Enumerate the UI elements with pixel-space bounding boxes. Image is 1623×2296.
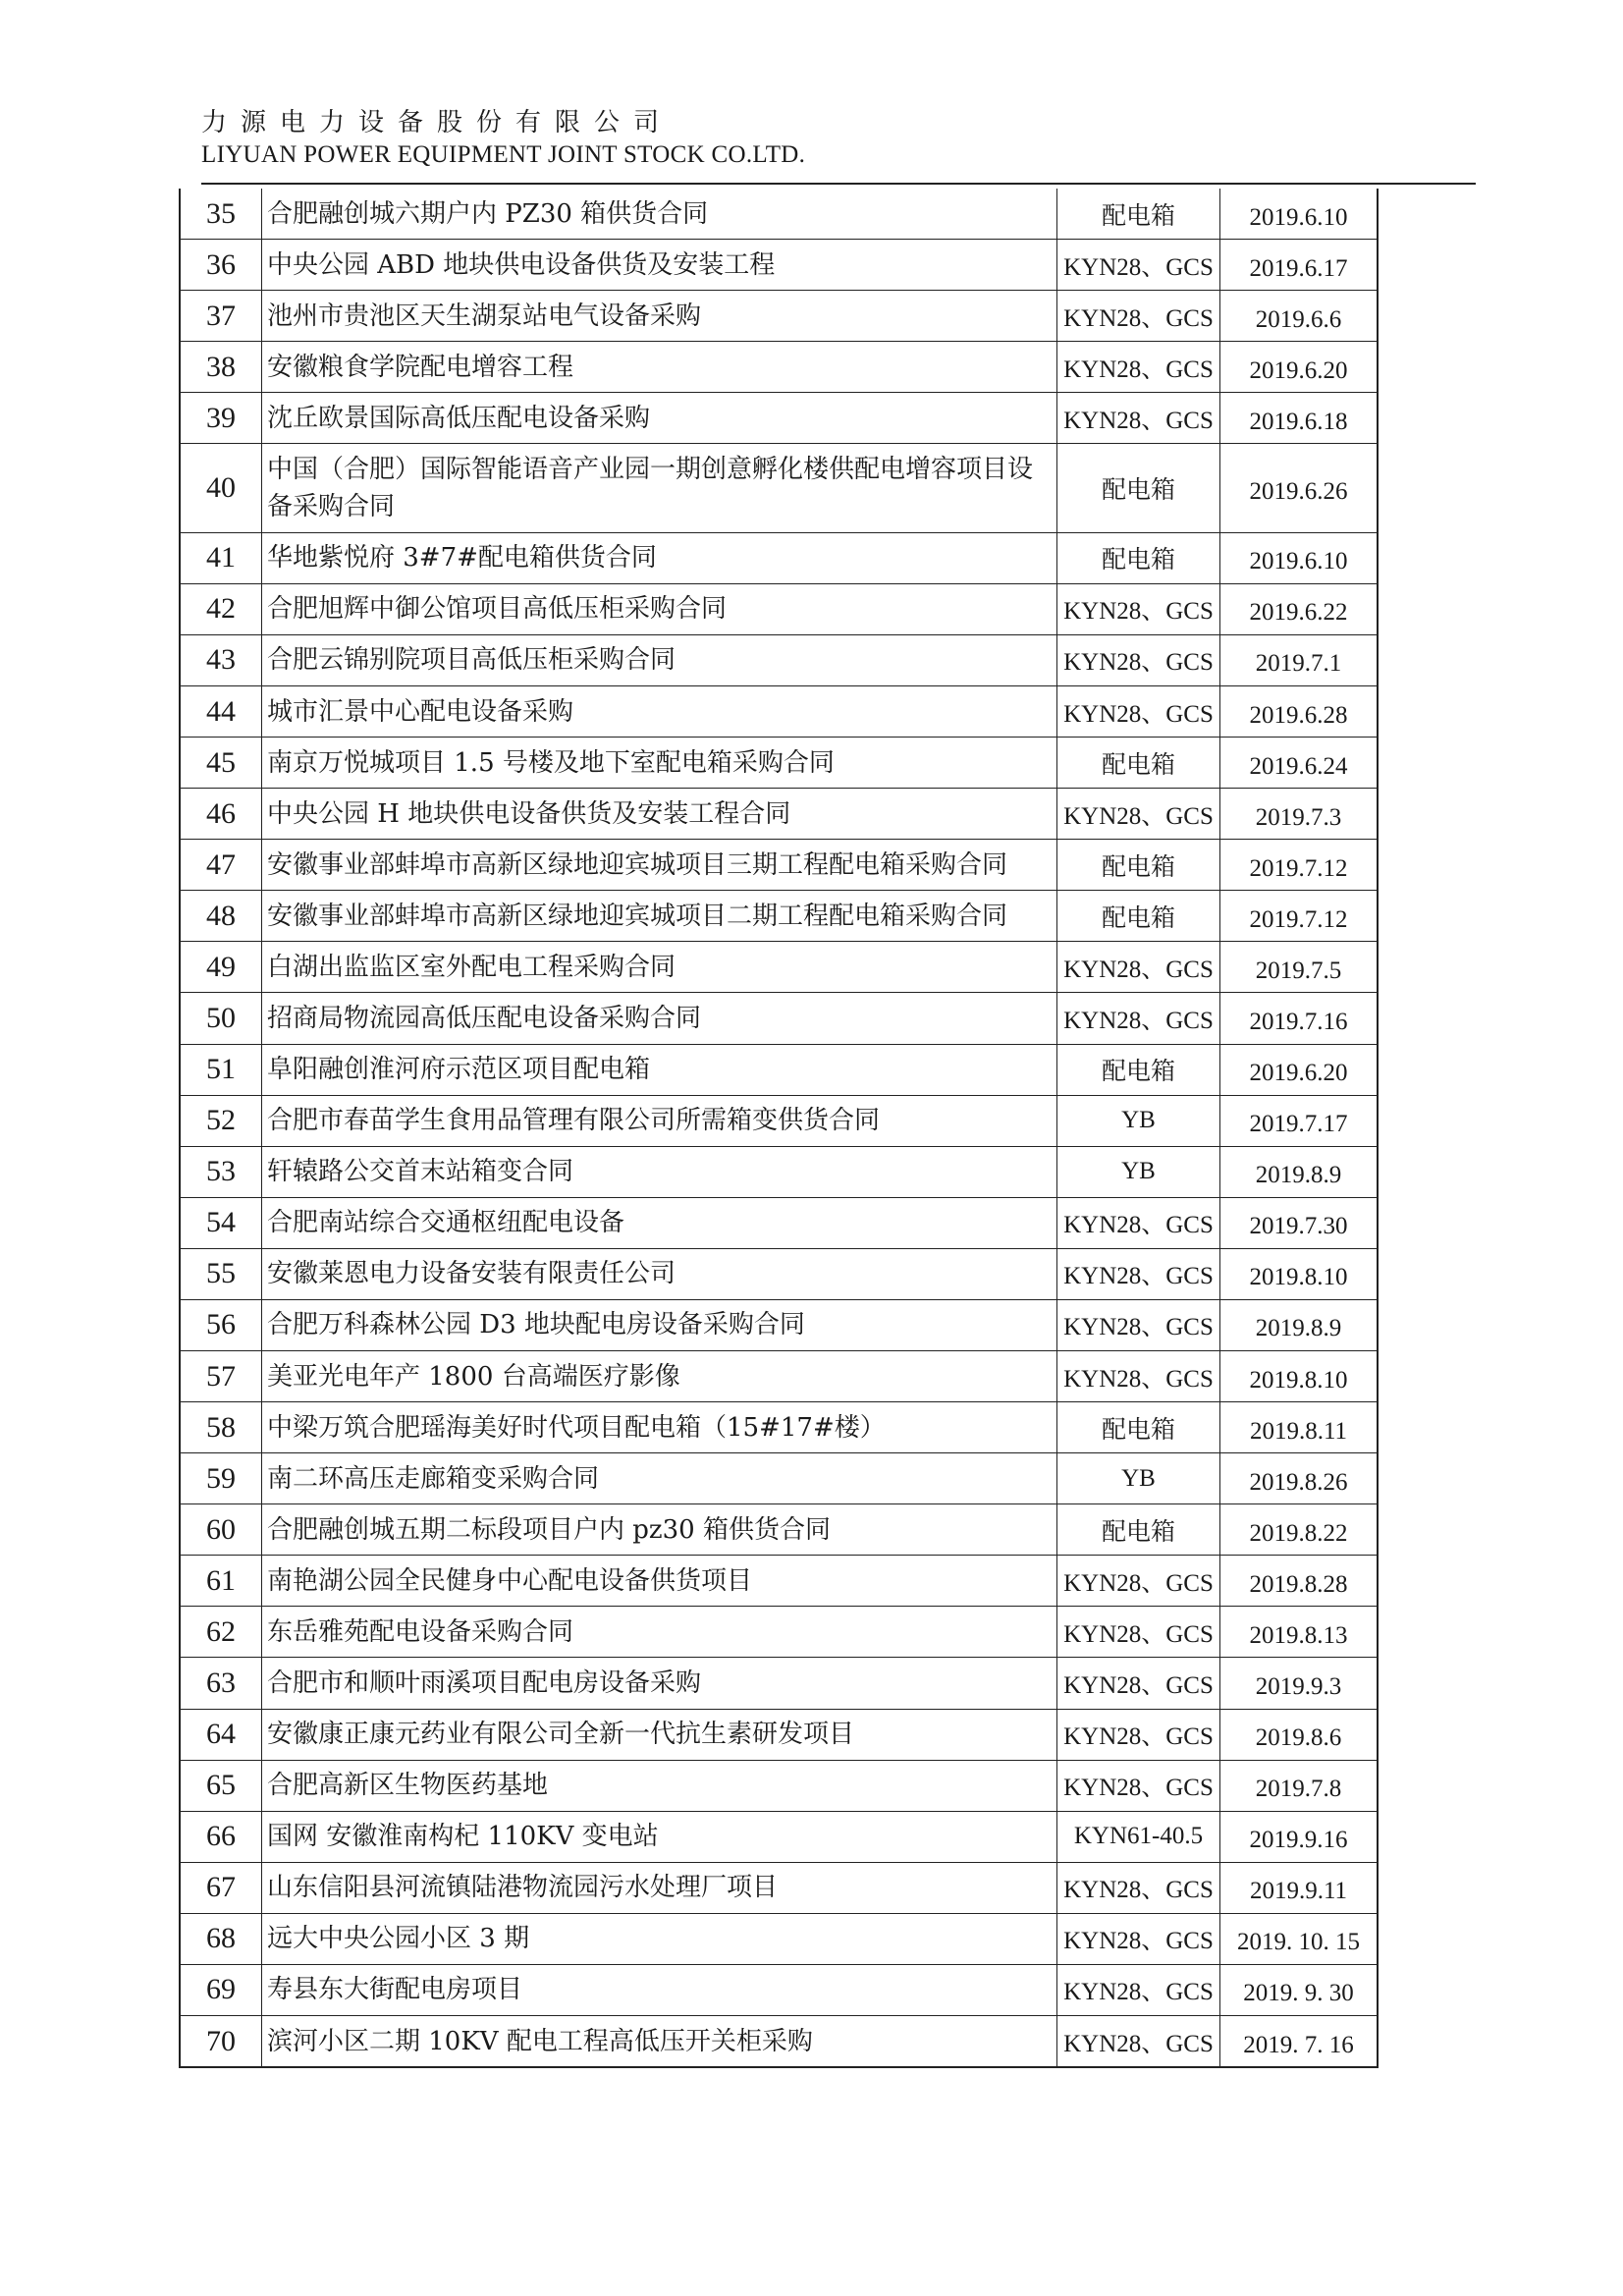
row-number-cell: 67 bbox=[181, 1863, 262, 1913]
table-row bbox=[181, 685, 1377, 737]
contract-date-cell: 2019.6.17 bbox=[1249, 254, 1348, 282]
row-number-cell: 64 bbox=[181, 1710, 262, 1760]
contract-date-cell: 2019.7.1 bbox=[1255, 650, 1342, 678]
contract-date-cell: 2019.8.13 bbox=[1249, 1621, 1348, 1649]
row-number-cell: 44 bbox=[181, 686, 262, 737]
company-name-en: LIYUAN POWER EQUIPMENT JOINT STOCK CO.LTD. bbox=[201, 141, 806, 168]
row-number-cell: 36 bbox=[181, 240, 262, 290]
row-number-cell: 59 bbox=[181, 1453, 262, 1503]
equipment-type-cell: KYN28、GCS bbox=[1057, 342, 1220, 392]
contract-date-cell: 2019. 7. 16 bbox=[1243, 2031, 1354, 2058]
row-number-cell: 55 bbox=[181, 1249, 262, 1299]
project-name-cell: 合肥融创城六期户内 PZ30 箱供货合同 bbox=[262, 189, 1057, 239]
table-row bbox=[181, 941, 1377, 992]
equipment-type-cell: KYN28、GCS bbox=[1057, 635, 1220, 685]
equipment-type-cell: YB bbox=[1057, 1096, 1220, 1146]
contract-date-cell: 2019.8.6 bbox=[1255, 1724, 1342, 1752]
contract-date-cell: 2019.6.28 bbox=[1249, 701, 1348, 729]
table-row bbox=[181, 1350, 1377, 1401]
project-name-cell: 合肥旭辉中御公馆项目高低压柜采购合同 bbox=[262, 584, 1057, 634]
contract-date-cell: 2019.6.18 bbox=[1249, 408, 1348, 435]
equipment-type-cell: KYN28、GCS bbox=[1057, 1300, 1220, 1350]
project-name-cell: 安徽粮食学院配电增容工程 bbox=[262, 342, 1057, 392]
equipment-type-cell: 配电箱 bbox=[1057, 891, 1220, 941]
row-number-cell: 56 bbox=[181, 1300, 262, 1350]
equipment-type-cell: 配电箱 bbox=[1057, 533, 1220, 583]
table-row bbox=[181, 443, 1377, 531]
project-name-cell: 寿县东大街配电房项目 bbox=[262, 1965, 1057, 2015]
equipment-type-cell: 配电箱 bbox=[1057, 1504, 1220, 1555]
table-row bbox=[181, 992, 1377, 1043]
contract-date-cell: 2019.8.28 bbox=[1249, 1570, 1348, 1598]
contract-date-cell: 2019.7.5 bbox=[1255, 957, 1342, 984]
equipment-type-cell: KYN28、GCS bbox=[1057, 2016, 1220, 2066]
equipment-type-cell: KYN28、GCS bbox=[1057, 1198, 1220, 1248]
equipment-type-cell: KYN28、GCS bbox=[1057, 1351, 1220, 1401]
table-row bbox=[181, 1964, 1377, 2015]
equipment-type-cell: KYN28、GCS bbox=[1057, 393, 1220, 443]
equipment-type-cell: KYN28、GCS bbox=[1057, 1761, 1220, 1811]
equipment-type-cell: KYN61-40.5 bbox=[1057, 1812, 1220, 1862]
row-number-cell: 70 bbox=[181, 2016, 262, 2066]
row-number-cell: 61 bbox=[181, 1556, 262, 1606]
table-row bbox=[181, 788, 1377, 839]
contract-date-cell: 2019.7.17 bbox=[1249, 1111, 1348, 1138]
table-row bbox=[181, 1503, 1377, 1555]
row-number-cell: 40 bbox=[181, 444, 262, 531]
equipment-type-cell: KYN28、GCS bbox=[1057, 1710, 1220, 1760]
table-row bbox=[181, 532, 1377, 583]
contract-date-cell: 2019.8.10 bbox=[1249, 1264, 1348, 1291]
row-number-cell: 63 bbox=[181, 1658, 262, 1708]
project-name-cell: 沈丘欧景国际高低压配电设备采购 bbox=[262, 393, 1057, 443]
table-row bbox=[181, 583, 1377, 634]
row-number-cell: 54 bbox=[181, 1198, 262, 1248]
project-name-cell: 远大中央公园小区 3 期 bbox=[262, 1914, 1057, 1964]
row-number-cell: 53 bbox=[181, 1147, 262, 1197]
row-number-cell: 50 bbox=[181, 993, 262, 1043]
equipment-type-cell: KYN28、GCS bbox=[1057, 1658, 1220, 1708]
contract-date-cell: 2019.9.16 bbox=[1249, 1827, 1348, 1854]
equipment-type-cell: 配电箱 bbox=[1057, 1402, 1220, 1452]
equipment-type-cell: KYN28、GCS bbox=[1057, 240, 1220, 290]
contract-date-cell: 2019.8.10 bbox=[1249, 1366, 1348, 1394]
project-name-cell: 安徽事业部蚌埠市高新区绿地迎宾城项目三期工程配电箱采购合同 bbox=[262, 840, 1057, 890]
project-name-cell: 国网 安徽淮南构杞 110KV 变电站 bbox=[262, 1812, 1057, 1862]
row-number-cell: 46 bbox=[181, 789, 262, 839]
row-number-cell: 38 bbox=[181, 342, 262, 392]
equipment-type-cell: YB bbox=[1057, 1453, 1220, 1503]
project-name-cell: 合肥融创城五期二标段项目户内 pz30 箱供货合同 bbox=[262, 1504, 1057, 1555]
equipment-type-cell: KYN28、GCS bbox=[1057, 942, 1220, 992]
project-name-cell: 中梁万筑合肥瑶海美好时代项目配电箱（15#17#楼） bbox=[262, 1402, 1057, 1452]
project-name-cell: 安徽莱恩电力设备安装有限责任公司 bbox=[262, 1249, 1057, 1299]
table-row bbox=[181, 1401, 1377, 1452]
table-row bbox=[181, 634, 1377, 685]
contract-date-cell: 2019.6.6 bbox=[1255, 305, 1342, 333]
contract-date-cell: 2019.6.10 bbox=[1249, 548, 1348, 575]
project-name-cell: 合肥云锦别院项目高低压柜采购合同 bbox=[262, 635, 1057, 685]
table-row bbox=[181, 1760, 1377, 1811]
row-number-cell: 68 bbox=[181, 1914, 262, 1964]
project-name-cell: 招商局物流园高低压配电设备采购合同 bbox=[262, 993, 1057, 1043]
table-row bbox=[181, 839, 1377, 890]
row-number-cell: 57 bbox=[181, 1351, 262, 1401]
table-row bbox=[181, 290, 1377, 341]
table-row bbox=[181, 189, 1377, 239]
project-name-cell: 合肥南站综合交通枢纽配电设备 bbox=[262, 1198, 1057, 1248]
table-row bbox=[181, 2015, 1377, 2066]
equipment-type-cell: KYN28、GCS bbox=[1057, 1556, 1220, 1606]
table-row bbox=[181, 1044, 1377, 1095]
project-name-cell: 中央公园 H 地块供电设备供货及安装工程合同 bbox=[262, 789, 1057, 839]
project-name-cell: 池州市贵池区天生湖泵站电气设备采购 bbox=[262, 291, 1057, 341]
contract-date-cell: 2019.7.12 bbox=[1249, 854, 1348, 882]
project-name-cell: 合肥市和顺叶雨溪项目配电房设备采购 bbox=[262, 1658, 1057, 1708]
row-number-cell: 37 bbox=[181, 291, 262, 341]
equipment-type-cell: KYN28、GCS bbox=[1057, 993, 1220, 1043]
contract-date-cell: 2019.6.10 bbox=[1249, 203, 1348, 231]
contract-date-cell: 2019.8.9 bbox=[1255, 1162, 1342, 1189]
equipment-type-cell: KYN28、GCS bbox=[1057, 686, 1220, 737]
equipment-type-cell: KYN28、GCS bbox=[1057, 1249, 1220, 1299]
row-number-cell: 60 bbox=[181, 1504, 262, 1555]
project-name-cell: 南二环高压走廊箱变采购合同 bbox=[262, 1453, 1057, 1503]
equipment-type-cell: KYN28、GCS bbox=[1057, 584, 1220, 634]
contract-date-cell: 2019.9.11 bbox=[1249, 1878, 1348, 1905]
table-row bbox=[181, 341, 1377, 392]
equipment-type-cell: KYN28、GCS bbox=[1057, 1914, 1220, 1964]
table-row bbox=[181, 1146, 1377, 1197]
project-name-cell: 南京万悦城项目 1.5 号楼及地下室配电箱采购合同 bbox=[262, 738, 1057, 788]
equipment-type-cell: KYN28、GCS bbox=[1057, 1965, 1220, 2015]
contract-date-cell: 2019.7.8 bbox=[1255, 1776, 1342, 1803]
table-row bbox=[181, 1197, 1377, 1248]
table-row bbox=[181, 1811, 1377, 1862]
row-number-cell: 52 bbox=[181, 1096, 262, 1146]
row-number-cell: 66 bbox=[181, 1812, 262, 1862]
table-row bbox=[181, 1555, 1377, 1606]
contract-date-cell: 2019.7.16 bbox=[1249, 1009, 1348, 1035]
row-number-cell: 48 bbox=[181, 891, 262, 941]
project-name-cell: 南艳湖公园全民健身中心配电设备供货项目 bbox=[262, 1556, 1057, 1606]
table-row bbox=[181, 1657, 1377, 1708]
project-name-cell: 东岳雅苑配电设备采购合同 bbox=[262, 1607, 1057, 1657]
project-name-cell: 城市汇景中心配电设备采购 bbox=[262, 686, 1057, 737]
project-name-cell: 合肥高新区生物医药基地 bbox=[262, 1761, 1057, 1811]
equipment-type-cell: YB bbox=[1057, 1147, 1220, 1197]
row-number-cell: 45 bbox=[181, 738, 262, 788]
table-row bbox=[181, 890, 1377, 941]
project-name-cell: 华地紫悦府 3#7#配电箱供货合同 bbox=[262, 533, 1057, 583]
company-name-cn: 力源电力设备股份有限公司 bbox=[201, 108, 674, 137]
row-number-cell: 42 bbox=[181, 584, 262, 634]
contract-date-cell: 2019.7.12 bbox=[1249, 905, 1348, 933]
row-number-cell: 65 bbox=[181, 1761, 262, 1811]
contract-date-cell: 2019.6.22 bbox=[1249, 599, 1348, 627]
contract-date-cell: 2019.6.26 bbox=[1249, 478, 1348, 506]
project-name-cell: 中央公园 ABD 地块供电设备供货及安装工程 bbox=[262, 240, 1057, 290]
contract-date-cell: 2019.7.30 bbox=[1249, 1213, 1348, 1240]
equipment-type-cell: KYN28、GCS bbox=[1057, 291, 1220, 341]
row-number-cell: 51 bbox=[181, 1045, 262, 1095]
row-number-cell: 41 bbox=[181, 533, 262, 583]
project-name-cell: 滨河小区二期 10KV 配电工程高低压开关柜采购 bbox=[262, 2016, 1057, 2066]
project-name-cell: 美亚光电年产 1800 台高端医疗影像 bbox=[262, 1351, 1057, 1401]
row-number-cell: 43 bbox=[181, 635, 262, 685]
contract-table bbox=[179, 189, 1379, 2068]
table-row bbox=[181, 1862, 1377, 1913]
contract-date-cell: 2019.8.11 bbox=[1249, 1417, 1348, 1445]
row-number-cell: 62 bbox=[181, 1607, 262, 1657]
row-number-cell: 39 bbox=[181, 393, 262, 443]
row-number-cell: 35 bbox=[181, 189, 262, 239]
row-number-cell: 58 bbox=[181, 1402, 262, 1452]
table-row bbox=[181, 392, 1377, 443]
equipment-type-cell: 配电箱 bbox=[1057, 1045, 1220, 1095]
project-name-cell: 安徽康正康元药业有限公司全新一代抗生素研发项目 bbox=[262, 1710, 1057, 1760]
row-number-cell: 69 bbox=[181, 1965, 262, 2015]
project-name-cell: 白湖出监监区室外配电工程采购合同 bbox=[262, 942, 1057, 992]
project-name-cell: 山东信阳县河流镇陆港物流园污水处理厂项目 bbox=[262, 1863, 1057, 1913]
row-number-cell: 47 bbox=[181, 840, 262, 890]
letterhead bbox=[201, 106, 1478, 171]
contract-date-cell: 2019.8.22 bbox=[1249, 1519, 1348, 1547]
equipment-type-cell: 配电箱 bbox=[1057, 444, 1220, 531]
equipment-type-cell: 配电箱 bbox=[1057, 738, 1220, 788]
contract-date-cell: 2019.7.3 bbox=[1255, 803, 1342, 831]
equipment-type-cell: KYN28、GCS bbox=[1057, 1863, 1220, 1913]
equipment-type-cell: 配电箱 bbox=[1057, 840, 1220, 890]
project-name-cell: 合肥万科森林公园 D3 地块配电房设备采购合同 bbox=[262, 1300, 1057, 1350]
table-row bbox=[181, 1095, 1377, 1146]
contract-date-cell: 2019. 10. 15 bbox=[1237, 1929, 1360, 1956]
table-row bbox=[181, 1299, 1377, 1350]
table-row bbox=[181, 1248, 1377, 1299]
contract-date-cell: 2019.8.26 bbox=[1249, 1468, 1348, 1496]
project-name-cell: 中国（合肥）国际智能语音产业园一期创意孵化楼供配电增容项目设备采购合同 bbox=[262, 444, 1057, 531]
project-name-cell: 阜阳融创淮河府示范区项目配电箱 bbox=[262, 1045, 1057, 1095]
contract-date-cell: 2019.6.20 bbox=[1249, 356, 1348, 384]
equipment-type-cell: 配电箱 bbox=[1057, 189, 1220, 239]
contract-date-cell: 2019.9.3 bbox=[1255, 1673, 1342, 1701]
contract-date-cell: 2019.6.24 bbox=[1249, 752, 1348, 780]
table-row bbox=[181, 1709, 1377, 1760]
table-row bbox=[181, 239, 1377, 290]
project-name-cell: 轩辕路公交首末站箱变合同 bbox=[262, 1147, 1057, 1197]
contract-date-cell: 2019. 9. 30 bbox=[1243, 1980, 1354, 2007]
equipment-type-cell: KYN28、GCS bbox=[1057, 1607, 1220, 1657]
table-row bbox=[181, 1452, 1377, 1503]
row-number-cell: 49 bbox=[181, 942, 262, 992]
project-name-cell: 安徽事业部蚌埠市高新区绿地迎宾城项目二期工程配电箱采购合同 bbox=[262, 891, 1057, 941]
table-row bbox=[181, 737, 1377, 788]
header-divider bbox=[201, 183, 1476, 185]
equipment-type-cell: KYN28、GCS bbox=[1057, 789, 1220, 839]
contract-date-cell: 2019.8.9 bbox=[1255, 1315, 1342, 1342]
table-row bbox=[181, 1913, 1377, 1964]
project-name-cell: 合肥市春苗学生食用品管理有限公司所需箱变供货合同 bbox=[262, 1096, 1057, 1146]
table-row bbox=[181, 1606, 1377, 1657]
contract-date-cell: 2019.6.20 bbox=[1249, 1060, 1348, 1087]
